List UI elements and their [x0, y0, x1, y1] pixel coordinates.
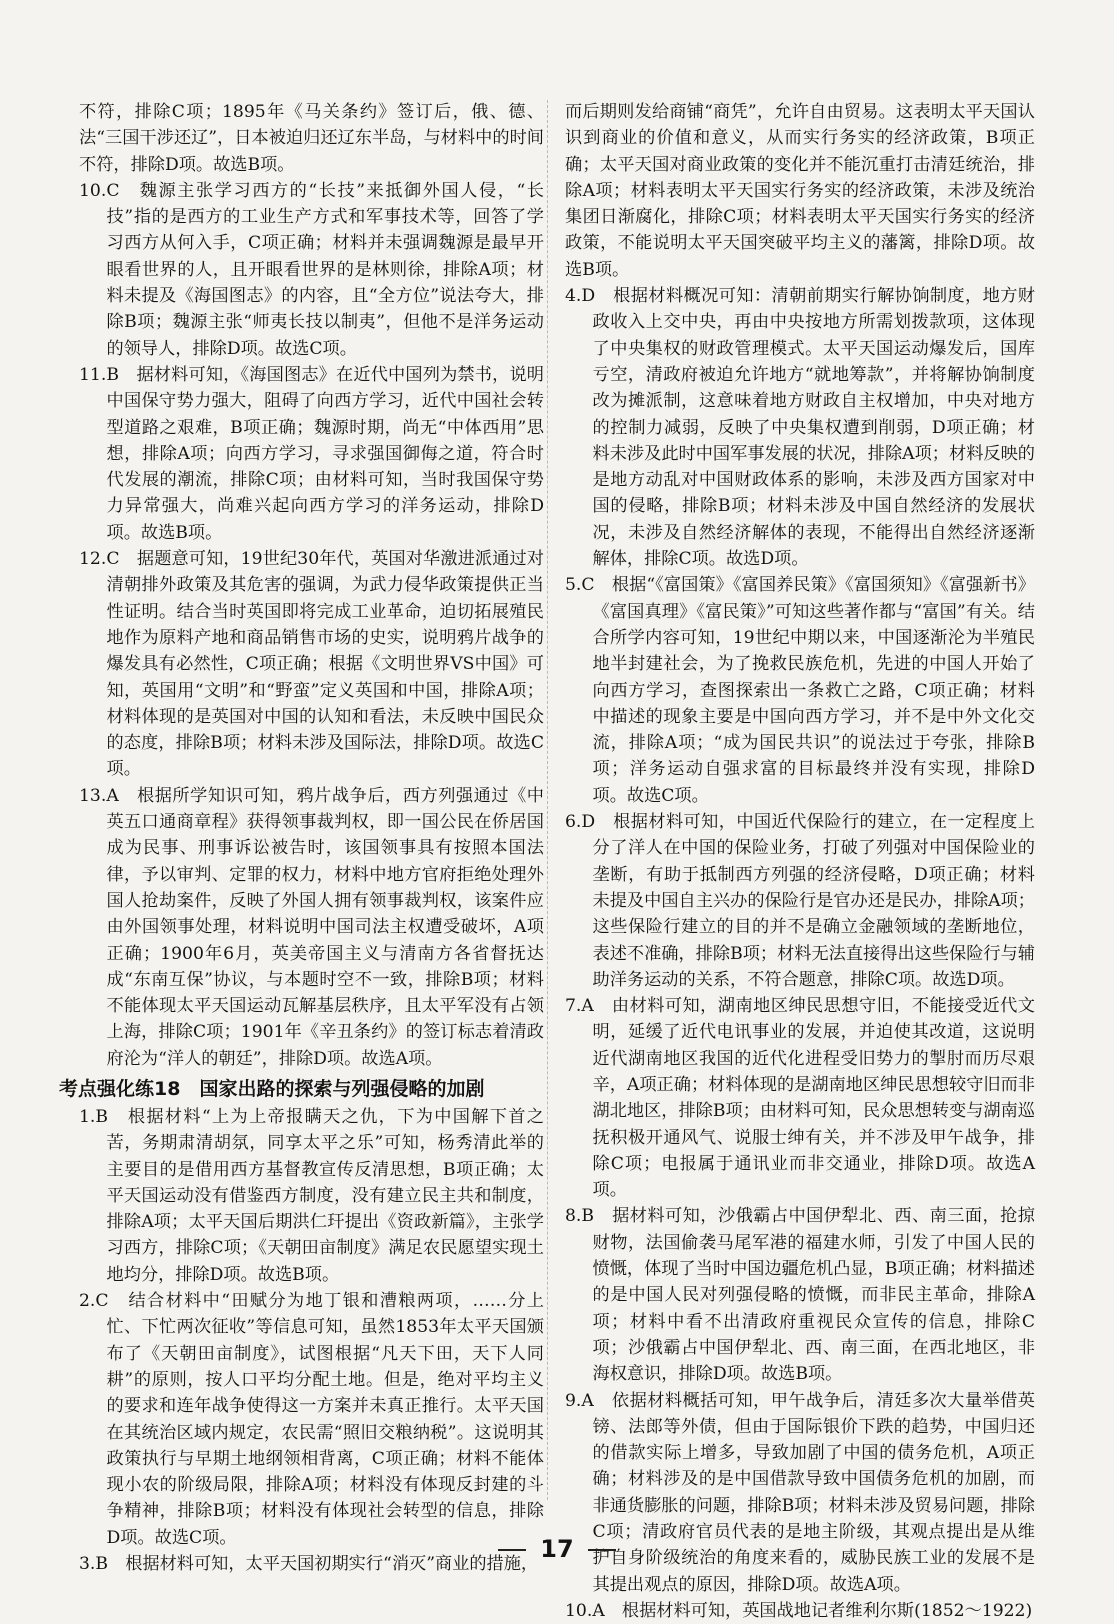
answer-3-continuation: 而后期则发给商铺“商凭”，允许自由贸易。这表明太平天国认识到商业的价值和意义，从而实行务实的经济政策，B项正确；太平天国对商业政策的变化并不能沉重打击清廷统治，排除A项；材料表明太平天国实行务实的经济政策，未涉及统治集团日渐腐化，排除C项；材料表明太平天国实行务实的经济政策，不能说明太平天国突破平均主义的藩篱，排除D项。故选B项。: [565, 102, 1035, 280]
answer-11: 11.B 据材料可知，《海国图志》在近代中国列为禁书，说明中国保守势力强大，阻碍了向西方学习，近代中国社会转型道路之艰难，B项正确；魏源时期，尚无“中体西用”思想，排除A项；向西方学习，寻求强国御侮之道，符合时代发展的潮流，排除C项；由材料可知，当时我国保守势力异常强大，尚难兴起向西方学习的洋务运动，排除D项。故选B项。: [79, 364, 544, 543]
answer-9: 9.A 依据材料概括可知，甲午战争后，清廷多次大量举借英镑、法郎等外债，但由于国际银价下跌的趋势，中国归还的借款实际上增多，导致加剧了中国的债务危机，A项正确；材料涉及的是中国借款导致中国债务危机的加剧，而非通货膨胀的问题，排除B项；材料未涉及贸易问题，排除C项；清政府官员代表的是地主阶级，其观点提出是从维护自身阶级统治的角度来看的，威胁民族工业的发展不是其提出观点的原因，排除D项。故选A项。: [565, 1390, 1035, 1595]
answer-6: 6.D 根据材料可知，中国近代保险行的建立，在一定程度上分了洋人在中国的保险业务，打破了列强对中国保险业的垄断，有助于抵制西方列强的经济侵略，D项正确；材料未提及中国自主兴办的保险行是官办还是民办，排除A项；这些保险行建立的目的并不是确立金融领域的垄断地位，表述不准确，排除B项；材料无法直接得出这些保险行与辅助洋务运动的关系，不符合题意，排除C项。故选D项。: [565, 812, 1035, 990]
page-number: [0, 1535, 1114, 1563]
dash-right: [588, 1549, 616, 1551]
answer-3: 3.B 根据材料可知，太平天国初期实行“消灭”商业的措施，: [79, 1554, 539, 1575]
answer-10: 10.C 魏源主张学习西方的“长技”来抵御外国人侵，“长技”指的是西方的工业生产方式和军事技术等，回答了学习西方从何入手，C项正确；材料并未强调魏源是最早开眼看世界的人，且开眼看世界的是林则徐，排除A项；材料未提及《海国图志》的内容，且“全方位”说法夸大，排除B项；魏源主张“师夷长技以制夷”，但他不是洋务运动的领导人，排除D项。故选C项。: [79, 180, 544, 359]
answer-1: 1.B 根据材料“上为上帝报瞒天之仇，下为中国解下首之苦，务期肃清胡氛，同享太平之乐”可知，杨秀清此举的主要目的是借用西方基督教宣传反清思想，B项正确；太平天国运动没有借鉴西方制度，没有建立民主共和制度，排除A项；太平天国后期洪仁玕提出《资政新篇》，主张学习西方，排除C项；《天朝田亩制度》满足农民愿望实现土地均分，排除D项。故选B项。: [79, 1106, 544, 1285]
left-column: [59, 99, 544, 1577]
page-number-text: 17: [540, 1535, 574, 1563]
answer-10b: 10.A 根据材料可知，英国战地记者维利尔斯(1852～1922): [565, 1600, 1033, 1621]
answer-5: 5.C 根据“《富国策》《富国养民策》《富国须知》《富强新书》《富国真理》《富民策》”可知这些著作都与“富国”有关。结合所学内容可知，19世纪中期以来，中国逐渐沦为半殖民地半封建社会，为了挽救民族危机，先进的中国人开始了向西方学习，查图探索出一条救亡之路，C项正确；材料中描述的现象主要是中国向西方学习，并不是中外文化交流，排除A项；“成为国民共识”的说法过于夸张，排除B项；洋务运动自强求富的目标最终并没有实现，排除D项。故选C项。: [565, 575, 1035, 806]
answer-continuation: 不符，排除C项；1895年《马关条约》签订后，俄、德、法“三国干涉还辽”，日本被迫归还辽东半岛，与材料中的时间不符，排除D项。故选B项。: [79, 102, 544, 175]
section-heading: 考点强化练18 国家出路的探索与列强侵略的加剧: [59, 1077, 485, 1100]
answer-4: 4.D 根据材料概况可知：清朝前期实行解协饷制度，地方财政收入上交中央，再由中央按地方所需划拨款项，这体现了中央集权的财政管理模式。太平天国运动爆发后，国库亏空，清政府被迫允许地方“就地筹款”，并将解协饷制度改为摊派制，这意味着地方财政自主权增加，中央对地方的控制力减弱，反映了中央集权遭到削弱，D项正确；材料未涉及此时中国军事发展的状况，排除A项；材料反映的是地方动乱对中国财政体系的影响，未涉及西方国家对中国的侵略，排除B项；材料未涉及中国自然经济的发展状况，未涉及自然经济解体的表现，不能得出自然经济逐渐解体，排除C项。故选D项。: [565, 286, 1035, 570]
right-column: [565, 99, 1035, 1624]
answer-2: 2.C 结合材料中“田赋分为地丁银和漕粮两项，……分上忙、下忙两次征收”等信息可知，虽然1853年太平天国颁布了《天朝田亩制度》，试图根据“凡天下田，天下人同耕”的原则，按人口平均分配土地。但是，绝对平均主义的要求和连年战争使得这一方案并未真正推行。太平天国在其统治区域内规定，农民需“照旧交粮纳税”。这说明其政策执行与早期土地纲领相背离，C项正确；材料不能体现小农的阶级局限，排除A项；材料没有体现反封建的斗争精神，排除B项；材料没有体现社会转型的信息，排除D项。故选C项。: [79, 1291, 544, 1548]
answer-7: 7.A 由材料可知，湖南地区绅民思想守旧，不能接受近代文明，延缓了近代电讯事业的发展，并迫使其改道，这说明近代湖南地区我国的近代化进程受旧势力的掣肘而历尽艰辛，A项正确；材料体现的是湖南地区绅民思想较守旧而非湖北地区，排除B项；由材料可知，民众思想转变与湖南巡抚积极开通风气、说服士绅有关，并不涉及甲午战争，排除C项；电报属于通讯业而非交通业，排除D项。故选A项。: [565, 996, 1035, 1201]
column-divider: [547, 100, 548, 1500]
answer-12: 12.C 据题意可知，19世纪30年代，英国对华激进派通过对清朝排外政策及其危害的强调，为武力侵华政策提供正当性证明。结合当时英国即将完成工业革命，迫切拓展殖民地作为原料产地和商品销售市场的史实，说明鸦片战争的爆发具有必然性，C项正确；根据《文明世界VS中国》可知，英国用“文明”和“野蛮”定义英国和中国，排除A项；材料体现的是英国对中国的认知和看法，未反映中国民众的态度，排除B项；材料未涉及国际法，排除D项。故选C项。: [79, 549, 544, 780]
answer-13: 13.A 根据所学知识可知，鸦片战争后，西方列强通过《中英五口通商章程》获得领事裁判权，即一国公民在侨居国成为民事、刑事诉讼被告时，该国领事具有按照本国法律，予以审判、定罪的权力，材料中地方官府拒绝处理外国人抢劫案件，反映了外国人拥有领事裁判权，该案件应由外国领事处理，材料说明中国司法主权遭受破坏，A项正确；1900年6月，英美帝国主义与清南方各省督抚达成“东南互保”协议，与本题时空不一致，排除B项；材料不能体现太平天国运动瓦解基层秩序，且太平军没有占领上海，排除C项；1901年《辛丑条约》的签订标志着清政府沦为“洋人的朝廷”，排除D项。故选A项。: [79, 785, 544, 1069]
answer-8: 8.B 据材料可知，沙俄霸占中国伊犁北、西、南三面，抢掠财物，法国偷袭马尾军港的福建水师，引发了中国人民的愤慨，体现了当时中国边疆危机凸显，B项正确；材料描述的是中国人民对列强侵略的愤慨，而非民主革命，排除A项；材料中看不出清政府重视民众宣传的信息，排除C项；沙俄霸占中国伊犁北、西、南三面，在西北地区，非海权意识，排除D项。故选B项。: [565, 1206, 1035, 1385]
dash-left: [498, 1549, 526, 1551]
